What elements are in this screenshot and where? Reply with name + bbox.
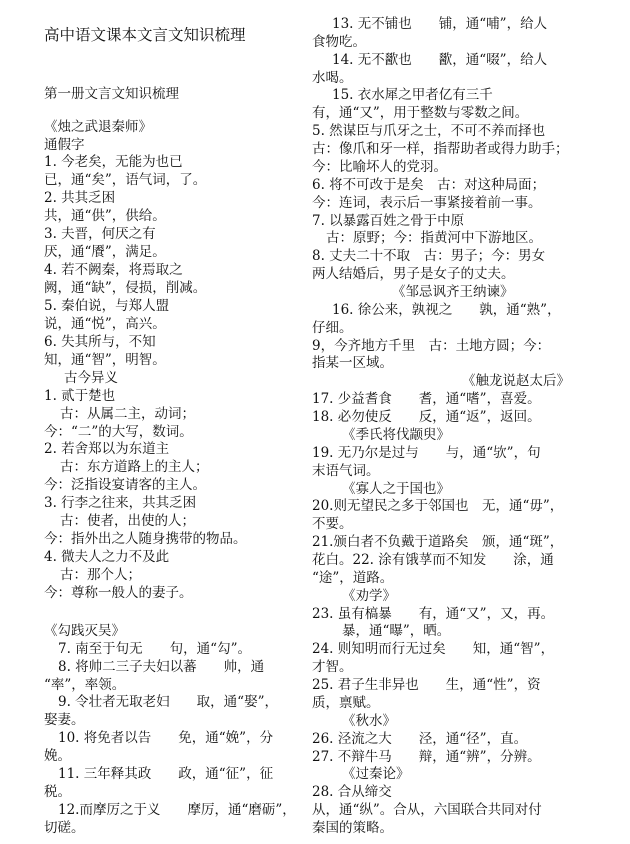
text-line: 指某一区域。 [312, 355, 393, 372]
text-title: 《勾践灭吴》 [44, 622, 125, 639]
text-line: 厌，通“餍”，满足。 [44, 244, 166, 261]
text-line: 19. 无乃尔是过与 与，通“欤”，句 [312, 444, 541, 461]
text-line: 4. 若不阙秦，将焉取之 [44, 262, 183, 279]
text-line: “途”，道路。 [312, 569, 394, 586]
text-line: 不要。 [312, 516, 353, 533]
text-line: 24. 则知明而行无过矣 知，通“智”， [312, 641, 555, 658]
text-line: 12.而摩厉之于义 摩厉，通“磨砺”， [58, 802, 296, 819]
text-line: 古：原野；今：指黄河中下游地区。 [326, 230, 542, 247]
text-line: 21.颁白者不负戴于道路矣 颁，通“斑”， [312, 534, 564, 551]
section-heading: 第一册文言文知识梳理 [44, 85, 179, 102]
text-line: 1. 贰于楚也 [44, 387, 116, 404]
text-line: 从，通“纵”。合从，六国联合共同对付 [312, 802, 542, 819]
text-line: 23. 虽有槁暴 有，通“又”，又，再。 [312, 605, 555, 622]
text-line: 古：东方道路上的主人； [60, 459, 209, 476]
text-line: 今：比喻坏人的党羽。 [312, 158, 447, 175]
text-line: 已，通“矣”，语气词，了。 [44, 172, 207, 189]
text-line: 今：泛指设宴请客的主人。 [44, 477, 206, 494]
text-line: 25. 君子生非异也 生，通“性”，资 [312, 677, 541, 694]
text-line: 2. 共其乏困 [44, 190, 116, 207]
text-title: 《触龙说赵太后》 [462, 373, 570, 390]
text-line: 14. 无不歠也 歠，通“啜”，给人 [332, 51, 548, 68]
text-line: 今：指外出之人随身携带的物品。 [44, 531, 247, 548]
text-line: 5. 秦伯说，与郑人盟 [44, 297, 170, 314]
text-line: 末语气词。 [312, 462, 380, 479]
category-heading: 古今异义 [64, 369, 118, 386]
text-line: 仔细。 [312, 319, 353, 336]
text-line: 水喝。 [312, 69, 353, 86]
text-line: 娩。 [44, 748, 71, 765]
text-line: 4. 微夫人之力不及此 [44, 549, 170, 566]
text-title: 《季氏将伐颛臾》 [342, 426, 450, 443]
text-line: 古：那个人； [60, 566, 141, 583]
text-title: 《秋水》 [342, 712, 396, 729]
text-line: 8. 丈夫二十不取 古：男子；今：男女 [312, 248, 546, 265]
text-line: 古：使者，出使的人； [60, 513, 195, 530]
text-line: 质，禀赋。 [312, 694, 380, 711]
text-line: 7. 南至于句无 句，通“勾”。 [58, 640, 251, 657]
document-title: 高中语文课本文言文知识梳理 [44, 26, 246, 44]
text-line: 11. 三年释其政 政，通“征”，征 [58, 766, 274, 783]
text-line: 今：“二”的大写，数词。 [44, 423, 193, 440]
text-title: 《邹忌讽齐王纳谏》 [392, 284, 514, 300]
text-line: 今：连词，表示后一事紧接着前一事。 [312, 194, 542, 211]
text-line: 暴，通“曝”，晒。 [342, 623, 451, 640]
text-line: 今：尊称一般人的妻子。 [44, 584, 193, 601]
text-line: 5. 然谋臣与爪牙之士，不可不养而择也 [312, 123, 546, 140]
text-line: 6. 失其所与，不知 [44, 333, 156, 350]
category-heading: 通假字 [44, 136, 85, 153]
text-line: 13. 无不铺也 铺，通“哺”，给人 [332, 16, 548, 32]
text-line: 26. 泾流之大 泾，通“径”，直。 [312, 730, 528, 747]
text-line: 娶妻。 [44, 712, 85, 729]
text-line: 说，通“悦”，高兴。 [44, 315, 166, 332]
text-line: 17. 少益耆食 耆，通“嗜”，喜爱。 [312, 391, 541, 408]
text-title: 《劝学》 [342, 587, 396, 604]
text-line: 27. 不辩牛马 辩，通“辨”，分辨。 [312, 748, 541, 765]
text-line: “率”，率领。 [44, 676, 126, 693]
text-line: 古：从属二主，动词； [60, 405, 195, 422]
text-line: 共，通“供”，供给。 [44, 208, 166, 225]
text-line: 3. 行李之往来，共其乏困 [44, 495, 197, 512]
text-line: 8. 将帅二三子夫妇以蕃 帅，通 [58, 658, 265, 675]
text-line: 知，通“智”，明智。 [44, 351, 166, 368]
text-line: 切磋。 [44, 820, 85, 836]
text-line: 15. 衣水犀之甲者亿有三千 [332, 87, 493, 104]
text-line: 3. 夫晋，何厌之有 [44, 226, 156, 243]
text-line: 18. 必勿使反 反，通“返”，返回。 [312, 409, 541, 426]
text-title: 《烛之武退秦师》 [44, 118, 152, 135]
text-line: 花白。22. 涂有饿莩而不知发 涂，通 [312, 552, 554, 568]
text-line: 有，通“又”，用于整数与零数之间。 [312, 105, 529, 122]
text-line: 食物吃。 [312, 33, 366, 50]
text-line: 2. 若舍郑以为东道主 [44, 441, 170, 458]
text-line: 才智。 [312, 659, 353, 676]
text-line: 9，今齐地方千里 古：土地方圆；今： [312, 337, 551, 354]
text-line: 6. 将不可改于是矣 古：对这种局面； [312, 176, 546, 193]
text-title: 《过秦论》 [342, 766, 410, 783]
text-line: 7. 以暴露百姓之骨于中原 [312, 212, 465, 229]
text-line: 9. 令壮者无取老妇 取，通“娶”， [58, 694, 278, 711]
text-line: 秦国的策略。 [312, 820, 393, 836]
text-line: 20.则无望民之多于邻国也 无，通“毋”， [312, 498, 564, 515]
text-line: 两人结婚后，男子是女子的丈夫。 [312, 266, 515, 283]
text-line: 16. 徐公来，孰视之 孰，通“熟”， [332, 301, 561, 318]
text-line: 1. 今老矣，无能为也已 [44, 154, 183, 171]
text-line: 税。 [44, 784, 71, 801]
text-line: 28. 合从缔交 [312, 784, 392, 801]
text-line: 10. 将免者以告 免，通“娩”，分 [58, 730, 274, 747]
text-line: 阙，通“缺”，侵损，削减。 [44, 280, 207, 296]
text-line: 古：像爪和牙一样，指帮助者或得力助手； [312, 141, 569, 158]
text-title: 《寡人之于国也》 [342, 480, 450, 497]
